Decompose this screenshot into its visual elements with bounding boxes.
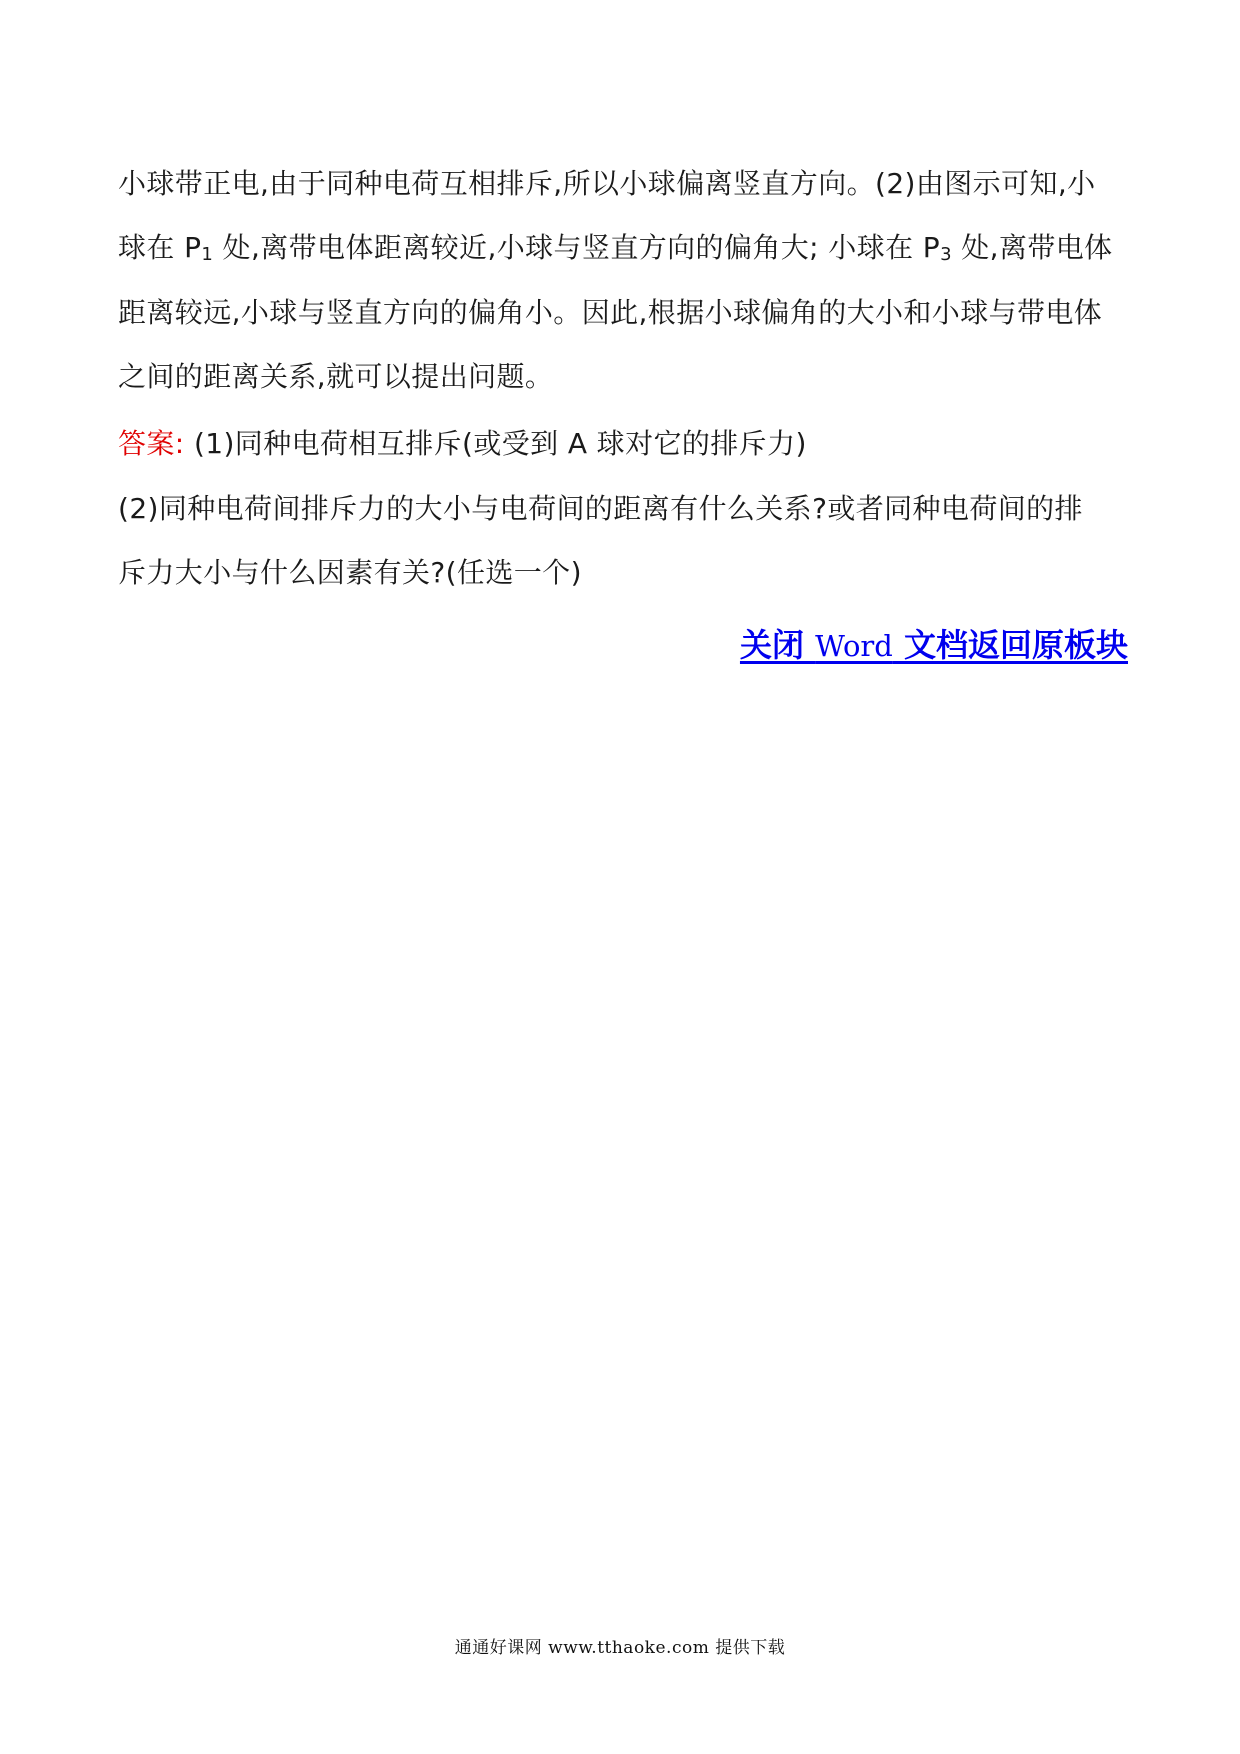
answer-part-1: (1)同种电荷相互排斥(或受到 A 球对它的排斥力) (184, 427, 807, 460)
answer-line-2: (2)同种电荷间排斥力的大小与电荷间的距离有什么关系?或者同种电荷间的排 (118, 492, 1083, 525)
line2-middle: 处,离带电体距离较近,小球与竖直方向的偏角大; 小球在 P (213, 231, 941, 264)
close-link-part-1: 关闭 (739, 626, 816, 664)
paragraph-line-1: 小球带正电,由于同种电荷互相排斥,所以小球偏离竖直方向。(2)由图示可知,小 (118, 167, 1096, 200)
subscript-3: 3 (940, 244, 952, 265)
answer-label: 答案: (118, 427, 185, 460)
answer-line-1 (118, 422, 1128, 462)
paragraph-line-4: 之间的距离关系,就可以提出问题。 (118, 360, 554, 393)
paragraph-line-3: 距离较远,小球与竖直方向的偏角小。因此,根据小球偏角的大小和小球与带电体 (118, 296, 1103, 329)
answer-line-3: 斥力大小与什么因素有关?(任选一个) (118, 556, 582, 589)
page-footer: 通通好课网 www.tthaoke.com 提供下载 (454, 1638, 786, 1658)
line2-suffix: 处,离带电体 (951, 231, 1113, 264)
line2-prefix: 球在 P (118, 231, 202, 264)
close-word-document-link[interactable] (740, 620, 1128, 666)
close-link-part-3: 文档返回原板块 (892, 626, 1128, 664)
subscript-1: 1 (201, 244, 214, 265)
close-link-word: Word (815, 629, 893, 663)
paragraph-line-2 (118, 226, 1128, 266)
